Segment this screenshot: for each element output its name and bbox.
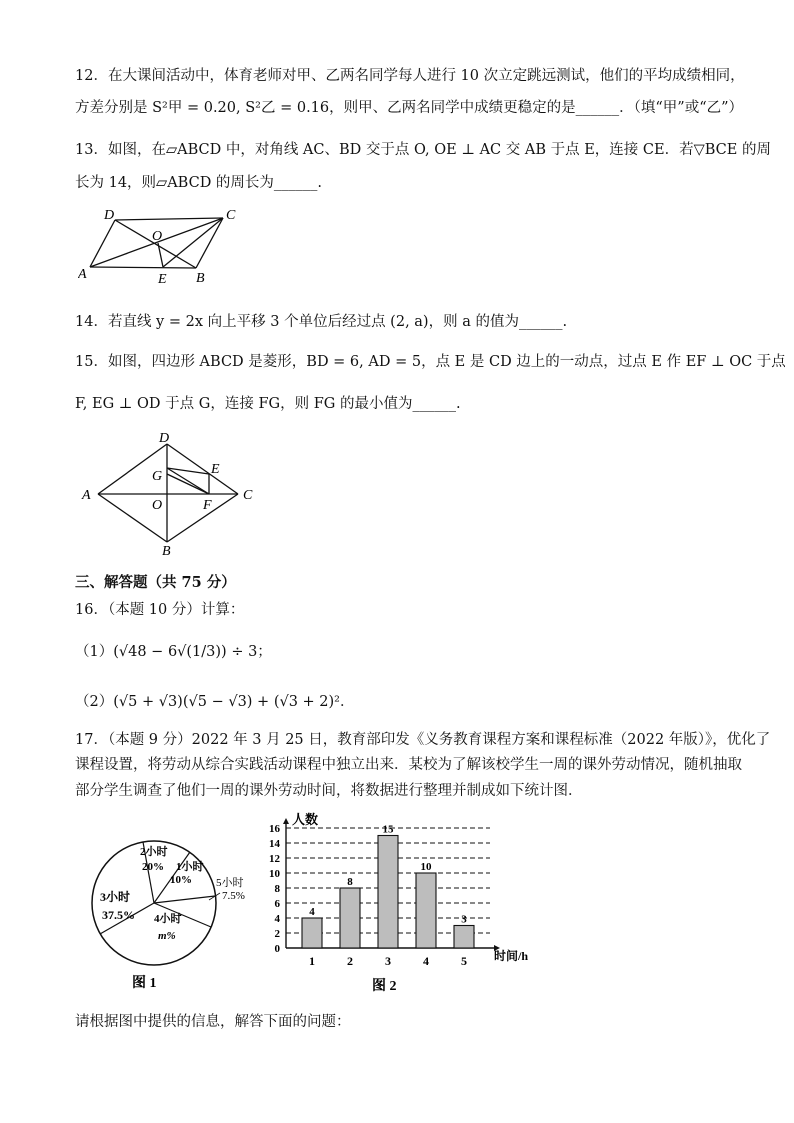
label-A: A [82,488,91,503]
label-D: D [104,208,115,223]
pie-pct-5h: 7.5% [222,890,245,902]
label-B: B [196,271,205,286]
label-E: E [211,462,220,477]
closing-text: 请根据图中提供的信息，解答下面的问题： [75,1014,351,1030]
pie-label-3h: 3小时 [100,890,131,904]
q12-line2: 方差分别是 S²甲 = 0.20, S²乙 = 0.16，则甲、乙两名同学中成绩更稳定的是______．（填“甲”或“乙”） [75,100,744,116]
x-tick-label: 1 [309,954,315,968]
y-tick-label: 2 [274,928,280,940]
bar-chart-figure [262,810,542,1000]
label-D: D [159,431,170,446]
pie-label-2h: 2小时 [140,846,168,858]
fig2-caption: 图 2 [372,979,397,994]
y-tick-label: 4 [274,913,280,925]
label-O: O [152,498,163,513]
pie-pct-4h: m% [158,930,176,942]
y-tick-label: 8 [274,883,280,895]
q13-line1: 13．如图，在▱ABCD 中，对角线 AC、BD 交于点 O, OE ⊥ AC 交 AB 于点 E，连接 CE．若▽BCE 的周 [75,142,771,158]
pie-label-4h: 4小时 [154,913,182,925]
y-tick-label: 16 [269,823,280,835]
q17-line1: 17．（本题 9 分）2022 年 3 月 25 日，教育部印发《义务教育课程方案和课程标准（2022 年版）》，优化了 [75,732,771,748]
section-title: 三、解答题（共 75 分） [75,574,236,591]
q15-line2: F, EG ⊥ OD 于点 G，连接 FG，则 FG 的最小值为______. [75,396,461,412]
label-F: F [203,498,212,513]
label-G: G [152,469,163,484]
y-tick-label: 0 [274,943,280,955]
y-axis-arrow [283,818,289,824]
q17-line2: 课程设置，将劳动从综合实践活动课程中独立出来．某校为了解该校学生一周的课外劳动情况，随机抽取 [75,757,742,773]
q12-line1: 12．在大课间活动中，体育老师对甲、乙两名同学每人进行 10 次立定跳远测试，他们的平均成绩相同， [75,68,745,84]
label-C: C [226,208,236,223]
q15-line1: 15．如图，四边形 ABCD 是菱形，BD = 6, AD = 5，点 E 是 CD 边上的一动点，过点 E 作 EF ⊥ OC 于点 [75,354,786,370]
q16-intro: 16．（本题 10 分）计算： [75,602,245,618]
pie-pct-2h: 20% [142,861,164,873]
bar-value-label: 10 [420,861,432,873]
pie-pct-3h: 37.5% [102,908,135,922]
label-C: C [243,488,253,503]
pie-pct-1h: 10% [170,874,192,886]
q16-part1: （1）(√48 − 6√(1/3)) ÷ 3； [75,644,272,660]
label-O: O [152,229,163,244]
y-tick-label: 10 [269,868,280,880]
pie-label-5h: 5小时 [216,877,244,889]
y-tick-label: 12 [269,853,280,865]
bar-value-label: 8 [347,876,353,888]
bar-value-label: 15 [382,823,394,836]
bar-3 [378,836,398,949]
label-B: B [162,544,171,558]
x-tick-label: 4 [423,954,429,968]
y-tick-label: 6 [274,898,280,910]
bar-value-label: 3 [461,913,467,926]
q14-line1: 14．若直线 y = 2x 向上平移 3 个单位后经过点 (2, a)，则 a 的值为______. [75,314,568,330]
y-tick-label: 14 [269,838,280,850]
pie-chart-figure [84,815,264,1000]
label-A: A [78,267,87,282]
q15-rhombus-figure [78,428,264,558]
bar-2 [340,888,360,948]
bar-1 [302,918,322,948]
bar-value-label: 4 [309,906,315,918]
bar-5 [454,926,474,949]
q17-line3: 部分学生调查了他们一周的课外劳动时间，将数据进行整理并制成如下统计图． [75,783,583,799]
q13-line2: 长为 14，则▱ABCD 的周长为______. [75,175,323,191]
q16-part2: （2）(√5 + √3)(√5 − √3) + (√3 + 2)²． [75,694,355,710]
q13-parallelogram-figure [78,205,248,287]
fig1-caption: 图 1 [132,976,157,991]
bar-4 [416,873,436,948]
x-axis-label: 时间/h [494,949,529,963]
label-E: E [158,272,167,287]
x-tick-label: 5 [461,954,467,968]
y-axis-label: 人数 [292,812,319,827]
x-tick-label: 2 [347,954,353,968]
pie-label-1h: 1小时 [176,861,204,873]
x-tick-label: 3 [385,954,391,968]
